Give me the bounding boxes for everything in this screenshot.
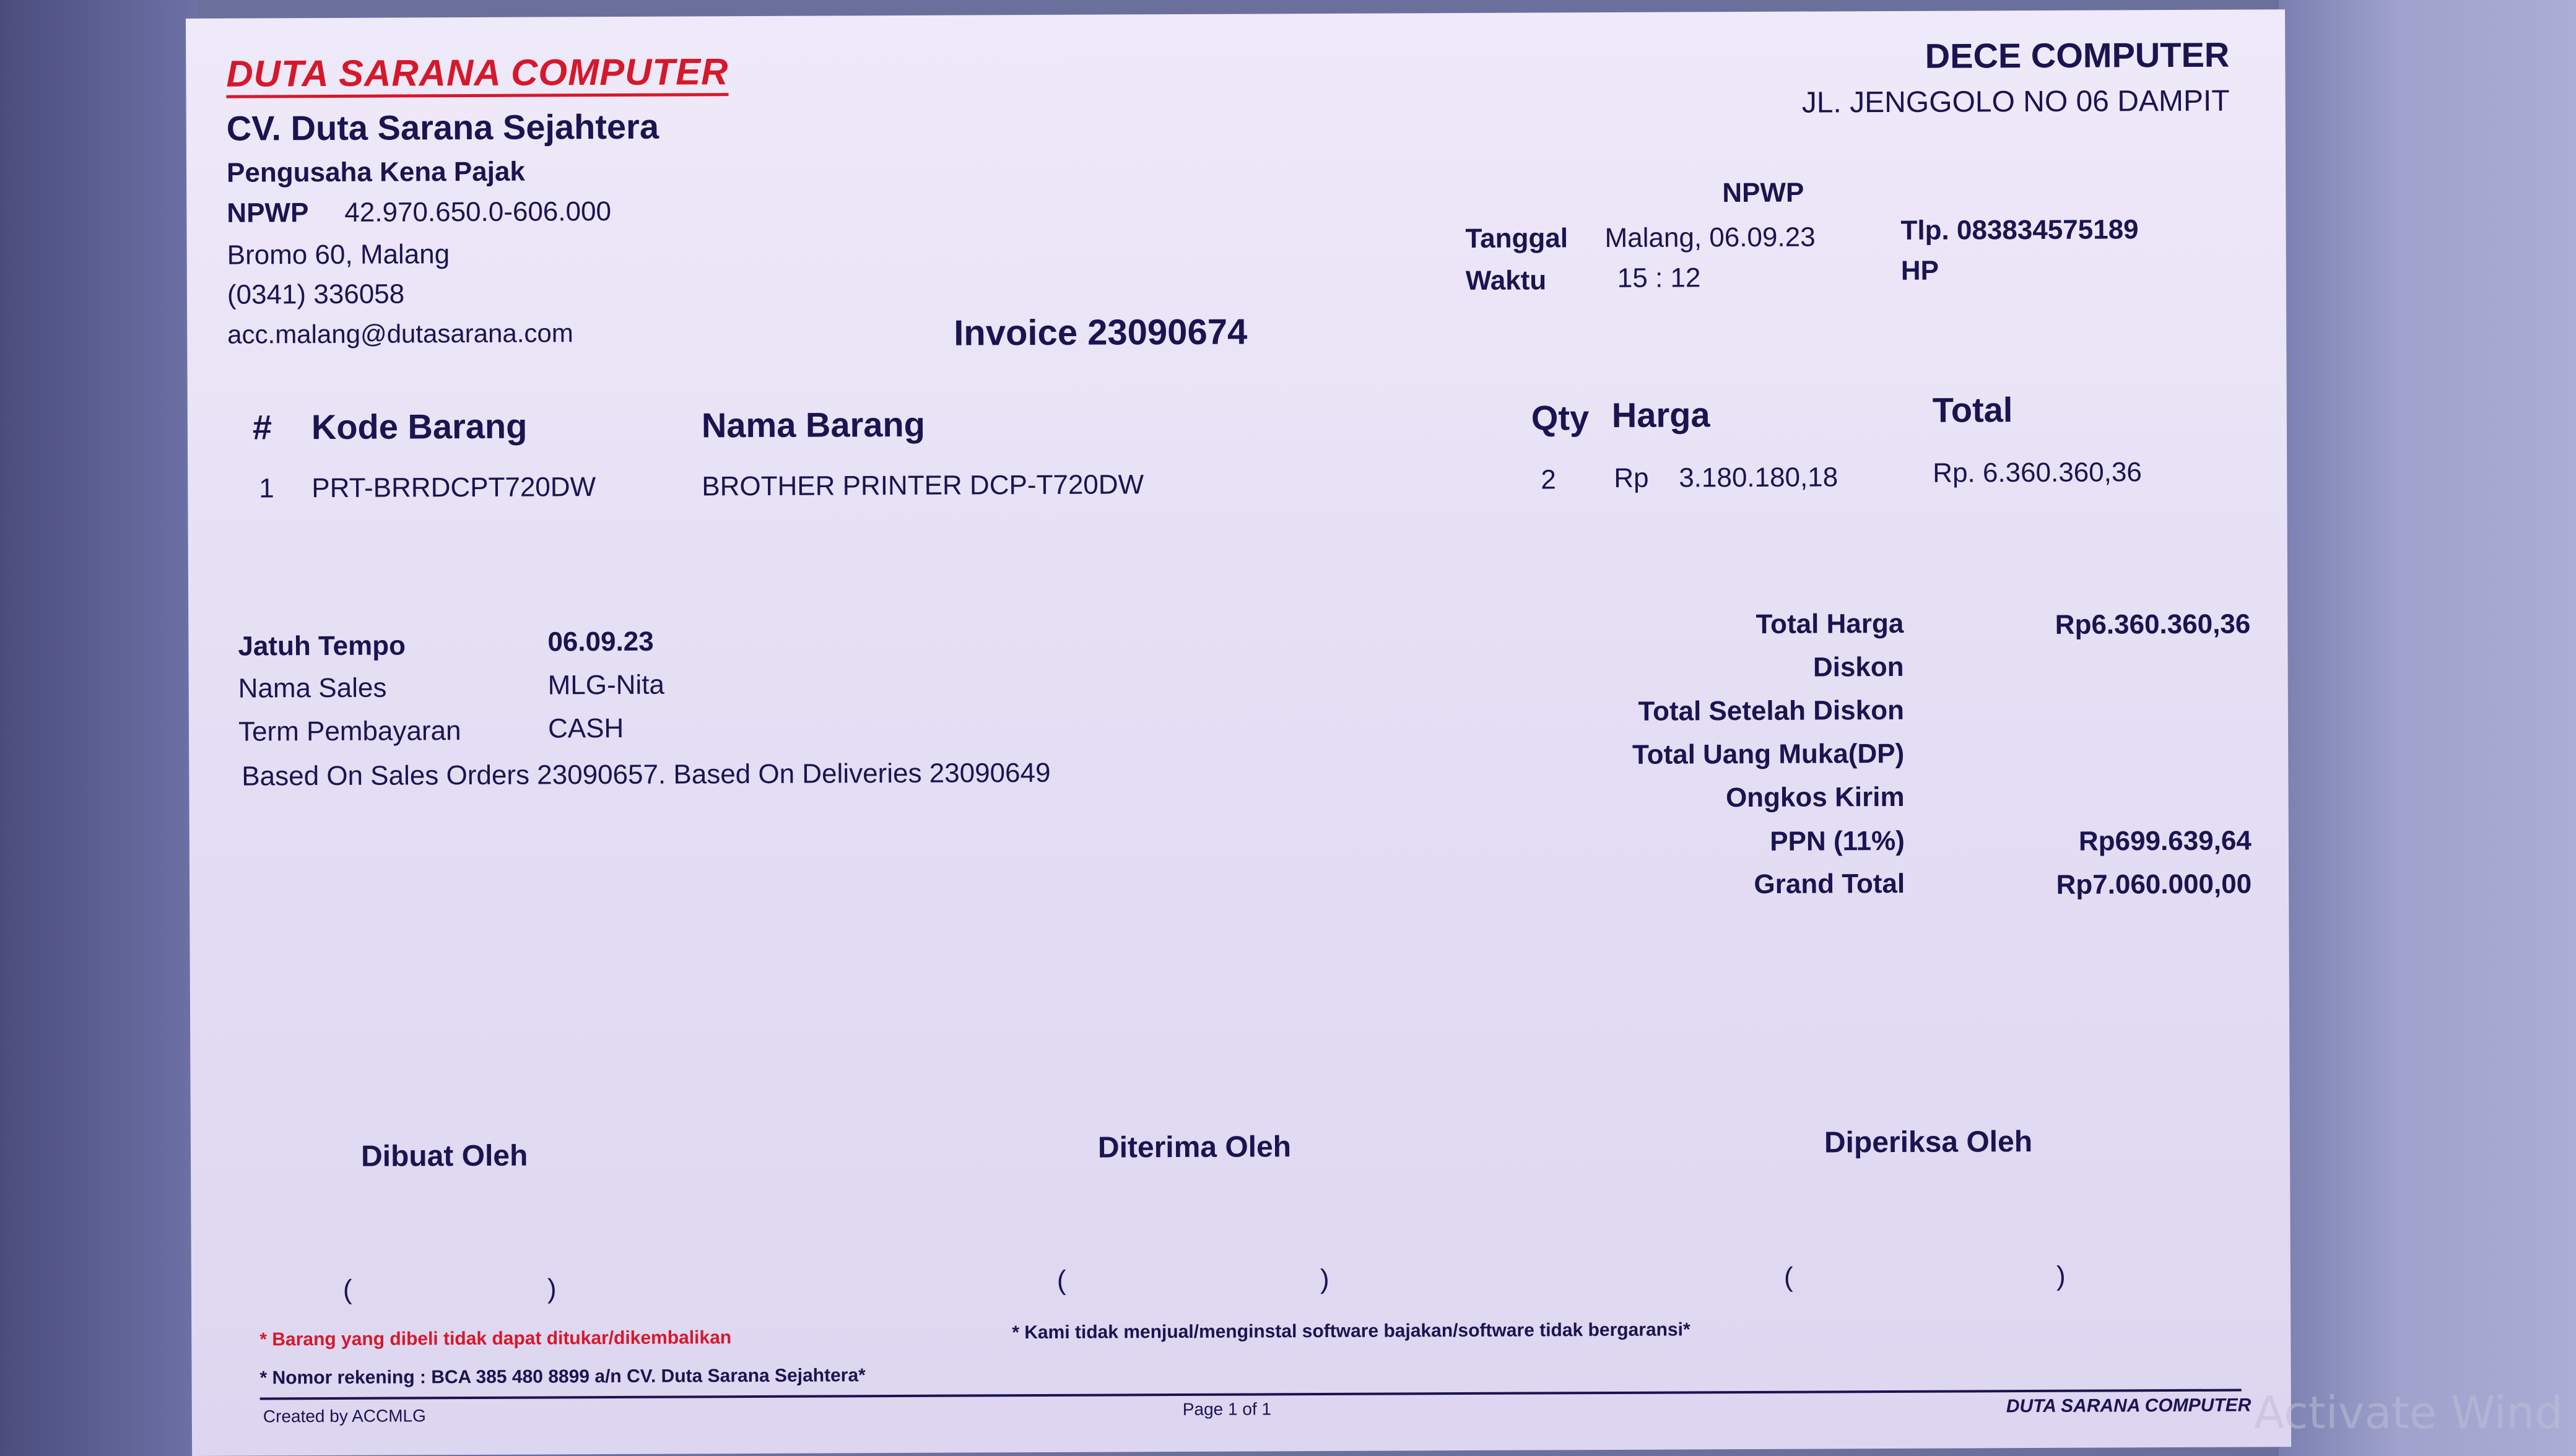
diskon-label: Diskon	[1812, 651, 1904, 683]
row-no: 1	[259, 473, 274, 504]
col-header-qty: Qty	[1531, 398, 1590, 438]
total-setelah-diskon-label: Total Setelah Diskon	[1638, 695, 1905, 727]
waktu-value: 15 : 12	[1617, 262, 1701, 293]
col-header-no: #	[252, 407, 272, 447]
jatuh-tempo-label: Jatuh Tempo	[238, 630, 406, 662]
nama-sales-value: MLG-Nita	[547, 669, 665, 701]
dibuat-signature-open: (	[342, 1274, 352, 1305]
page-number: Page 1 of 1	[1182, 1399, 1272, 1419]
dibuat-oleh-label: Dibuat Oleh	[360, 1139, 528, 1173]
diterima-oleh-label: Diterima Oleh	[1097, 1130, 1292, 1164]
company-phone: (0341) 336058	[227, 279, 405, 310]
background-left	[0, 0, 198, 1456]
tanggal-value: Malang, 06.09.23	[1604, 222, 1816, 254]
row-kode: PRT-BRRDCPT720DW	[311, 472, 596, 504]
footer-note-software: * Kami tidak menjual/menginstal software bajakan/software tidak bergaransi*	[1012, 1319, 1690, 1343]
row-total: Rp. 6.360.360,36	[1933, 457, 2142, 488]
col-header-total: Total	[1932, 390, 2013, 430]
company-email: acc.malang@dutasarana.com	[227, 318, 573, 349]
company-npwp: 42.970.650.0-606.000	[344, 196, 612, 228]
diperiksa-signature-close: )	[2056, 1260, 2066, 1291]
dibuat-signature-close: )	[547, 1273, 557, 1304]
created-by: Created by ACCMLG	[263, 1406, 426, 1426]
customer-tlp: Tlp. 083834575189	[1900, 214, 2139, 246]
col-header-harga: Harga	[1611, 395, 1710, 435]
ppn-label: PPN (11%)	[1770, 825, 1905, 857]
total-harga-value: Rp6.360.360,36	[2055, 609, 2251, 640]
term-value: CASH	[547, 713, 624, 744]
footer-note-bank: * Nomor rekening : BCA 385 480 8899 a/n CV. Duta Sarana Sejahtera*	[259, 1365, 866, 1389]
invoice-sheet	[186, 9, 2291, 1456]
row-qty: 2	[1541, 464, 1556, 495]
row-rp: Rp	[1614, 462, 1649, 493]
jatuh-tempo-value: 06.09.23	[547, 626, 654, 657]
col-header-nama: Nama Barang	[701, 404, 926, 445]
diterima-signature-open: (	[1056, 1265, 1066, 1296]
background-right	[2279, 0, 2576, 1456]
based-on-text: Based On Sales Orders 23090657. Based On Deliveries 23090649	[242, 757, 1051, 792]
nama-sales-label: Nama Sales	[238, 672, 387, 704]
footer-note-return: * Barang yang dibeli tidak dapat ditukar/dikembalikan	[259, 1327, 732, 1350]
ongkos-kirim-label: Ongkos Kirim	[1725, 781, 1905, 813]
diperiksa-oleh-label: Diperiksa Oleh	[1824, 1125, 2033, 1159]
ppn-value: Rp699.639,64	[2078, 825, 2252, 857]
total-harga-label: Total Harga	[1756, 608, 1904, 639]
company-name: CV. Duta Sarana Sejahtera	[226, 106, 659, 148]
grand-total-value: Rp7.060.000,00	[2056, 869, 2252, 900]
footer-divider	[260, 1389, 2242, 1400]
company-address: Bromo 60, Malang	[227, 239, 450, 271]
activate-windows-watermark: Activate Wind	[2254, 1387, 2563, 1439]
footer-logo: DUTA SARANA COMPUTER	[2006, 1395, 2252, 1417]
customer-hp-label: HP	[1900, 255, 1939, 286]
diterima-signature-close: )	[1320, 1263, 1329, 1295]
grand-total-label: Grand Total	[1754, 868, 1905, 899]
term-label: Term Pembayaran	[238, 716, 461, 747]
company-pkp: Pengusaha Kena Pajak	[226, 156, 525, 188]
customer-name: DECE COMPUTER	[1925, 35, 2230, 76]
customer-address: JL. JENGGOLO NO 06 DAMPIT	[1801, 84, 2230, 119]
tanggal-label: Tanggal	[1465, 223, 1569, 254]
invoice-title: Invoice 23090674	[954, 311, 1248, 353]
waktu-label: Waktu	[1465, 265, 1547, 296]
customer-npwp-label: NPWP	[1722, 177, 1804, 209]
row-nama: BROTHER PRINTER DCP-T720DW	[702, 469, 1144, 502]
row-harga: 3.180.180,18	[1679, 462, 1838, 493]
diperiksa-signature-open: (	[1783, 1262, 1793, 1293]
total-uang-muka-label: Total Uang Muka(DP)	[1632, 738, 1905, 770]
company-npwp-label: NPWP	[227, 197, 309, 228]
col-header-kode: Kode Barang	[311, 406, 528, 447]
company-brand-logo: DUTA SARANA COMPUTER	[226, 53, 728, 98]
